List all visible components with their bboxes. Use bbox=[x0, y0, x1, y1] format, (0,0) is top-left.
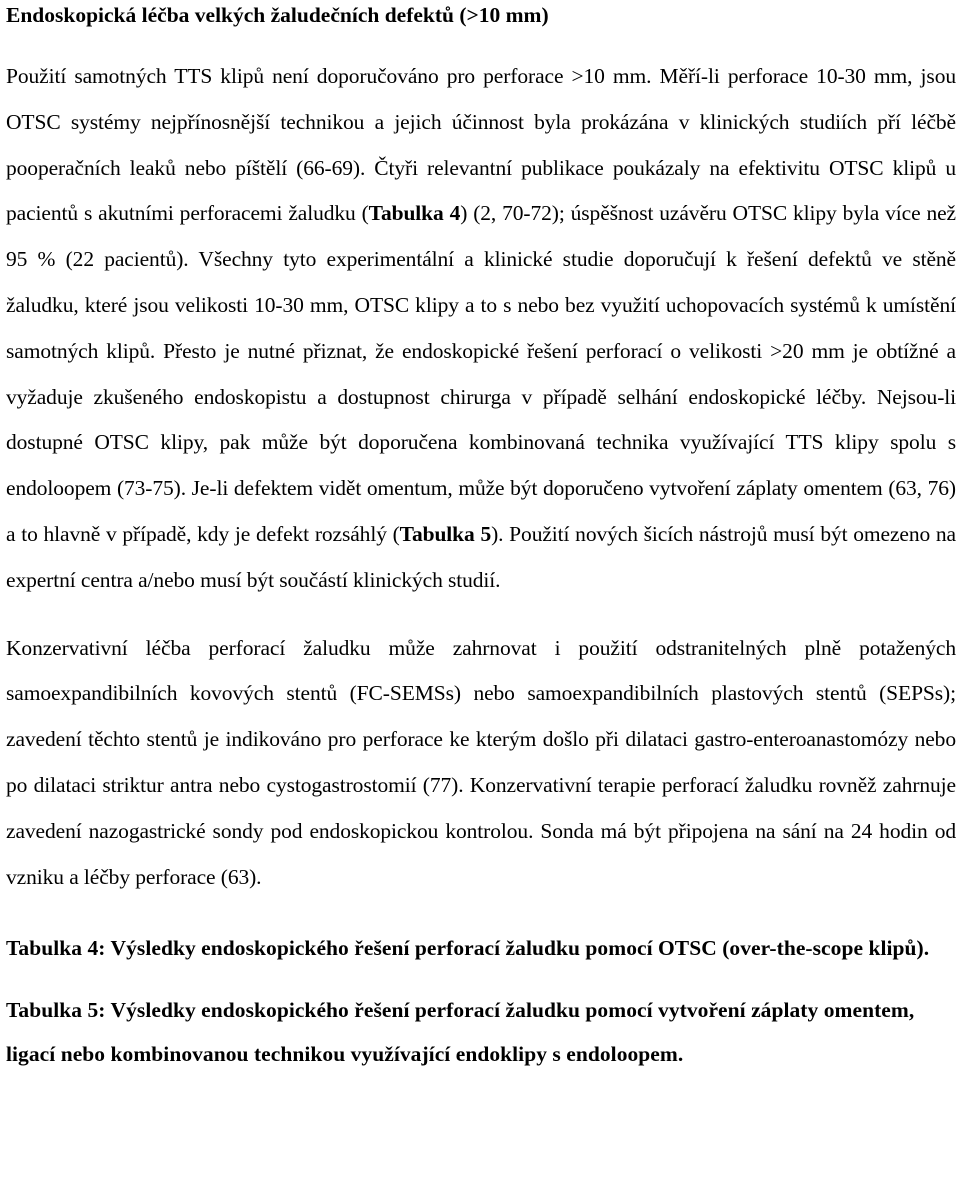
paragraph-otsc bbox=[6, 54, 956, 604]
table-5-reference: Tabulka 5 bbox=[399, 521, 492, 546]
paragraph-otsc-text-2: ) (2, 70-72); úspěšnost uzávěru OTSC klipy byla více než 95 % (22 pacientů). Všechny tyto experimentální a klinické studie doporučují k řešení defektů ve stěně žaludku, které jsou velikosti 10-30 mm, OTSC klipy a to s nebo bez využití uchopovacích systémů k umístění samotných klipů. Přesto je nutné přiznat, že endoskopické řešení perforací o velikosti >20 mm je obtížné a vyžaduje zkušeného endoskopistu a dostupnost chirurga v případě selhání endoskopické léčby. Nejsou-li dostupné OTSC klipy, pak může být doporučena kombinovaná technika využívající TTS klipy spolu s endoloopem (73-75). Je-li defektem vidět omentum, může být doporučeno vytvoření záplaty omentem (63, 76) a to hlavně v případě, kdy je defekt rozsáhlý ( bbox=[6, 201, 956, 546]
paragraph-otsc-text-3: ). Použití nových šicích nástrojů musí být omezeno na expertní centra a/nebo musí být součástí klinických studií. bbox=[6, 521, 956, 592]
table-5-caption: Tabulka 5: Výsledky endoskopického řešení perforací žaludku pomocí vytvoření záplaty omentem, ligací nebo kombinovanou technikou využívající endoklipy s endoloopem. bbox=[6, 998, 915, 1067]
section-heading: Endoskopická léčba velkých žaludečních defektů (>10 mm) bbox=[6, 3, 549, 27]
table-4-caption: Tabulka 4: Výsledky endoskopického řešení perforací žaludku pomocí OTSC (over-the-scope klipů). bbox=[6, 936, 930, 961]
paragraph-conservative: Konzervativní léčba perforací žaludku může zahrnovat i použití odstranitelných plně potažených samoexpandibilních kovových stentů (FC-SEMSs) nebo samoexpandibilních plastových stentů (SEPSs); zavedení těchto stentů je indikováno pro perforace ke kterým došlo při dilataci gastro-enteroanastomózy nebo po dilataci striktur antra nebo cystogastrostomií (77). Konzervativní terapie perforací žaludku rovněž zahrnuje zavedení nazogastrické sondy pod endoskopickou kontrolou. Sonda má být připojena na sání na 24 hodin od vzniku a léčby perforace (63). bbox=[6, 635, 956, 889]
document-page bbox=[6, 0, 956, 1076]
table-4-reference: Tabulka 4 bbox=[368, 201, 461, 226]
paragraph-otsc-text-1: Použití samotných TTS klipů není doporučováno pro perforace >10 mm. Měří-li perforace 10-30 mm, jsou OTSC systémy nejpřínosnější technikou a jejich účinnost byla prokázána v klinických studiích pří léčbě pooperačních leaků nebo píštělí (66-69). Čtyři relevantní publikace poukázaly na efektivitu OTSC klipů u pacientů s akutními perforacemi žaludku ( bbox=[6, 64, 956, 226]
